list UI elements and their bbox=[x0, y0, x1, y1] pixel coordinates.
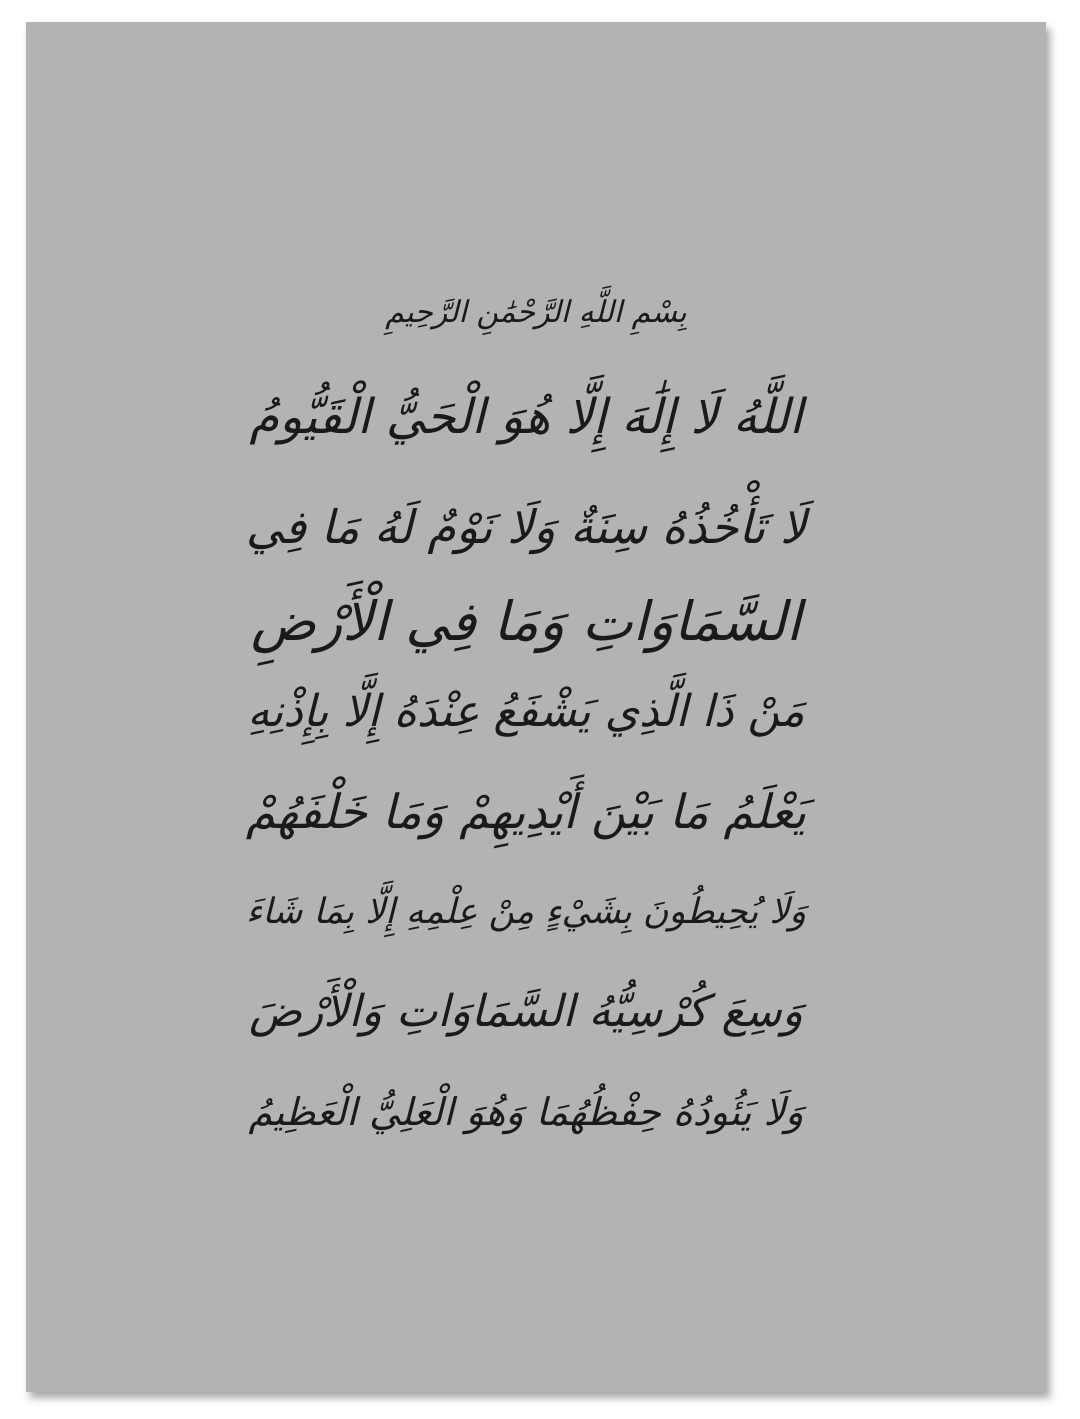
verse-line-4 bbox=[246, 667, 806, 757]
verse-line-5 bbox=[246, 767, 806, 857]
verse-text: وَلَا يَئُودُهُ حِفْظُهُمَا وَهُوَ الْعَلِيُّ الْعَظِيمُ bbox=[248, 1090, 804, 1134]
print-canvas bbox=[26, 22, 1046, 1392]
verse-line-1 bbox=[246, 372, 806, 462]
verse-line-7 bbox=[246, 967, 806, 1057]
verse-line-3 bbox=[246, 577, 806, 667]
verse-text: وَسِعَ كُرْسِيُّهُ السَّمَاوَاتِ وَالْأَرْضَ bbox=[248, 986, 804, 1037]
verse-text: مَنْ ذَا الَّذِي يَشْفَعُ عِنْدَهُ إِلَّا بِإِذْنِهِ bbox=[247, 686, 805, 737]
verse-text: وَلَا يُحِيطُونَ بِشَيْءٍ مِنْ عِلْمِهِ إِلَّا بِمَا شَاءَ bbox=[245, 891, 807, 932]
calligraphy-artwork bbox=[26, 22, 1046, 1392]
verse-text: اللَّهُ لَا إِلَٰهَ إِلَّا هُوَ الْحَيُّ الْقَيُّومُ bbox=[249, 389, 803, 445]
verse-text: لَا تَأْخُذُهُ سِنَةٌ وَلَا نَوْمٌ لَهُ مَا فِي bbox=[245, 500, 807, 554]
verse-line-6 bbox=[246, 867, 806, 957]
verse-text: السَّمَاوَاتِ وَمَا فِي الْأَرْضِ bbox=[250, 590, 802, 653]
verse-line-2 bbox=[246, 482, 806, 572]
basmala-header bbox=[266, 258, 806, 328]
basmala-text: بِسْمِ اللَّهِ الرَّحْمَٰنِ الرَّحِيمِ bbox=[385, 295, 687, 330]
verse-line-8 bbox=[246, 1067, 806, 1157]
verse-text: يَعْلَمُ مَا بَيْنَ أَيْدِيهِمْ وَمَا خَلْفَهُمْ bbox=[245, 784, 807, 840]
